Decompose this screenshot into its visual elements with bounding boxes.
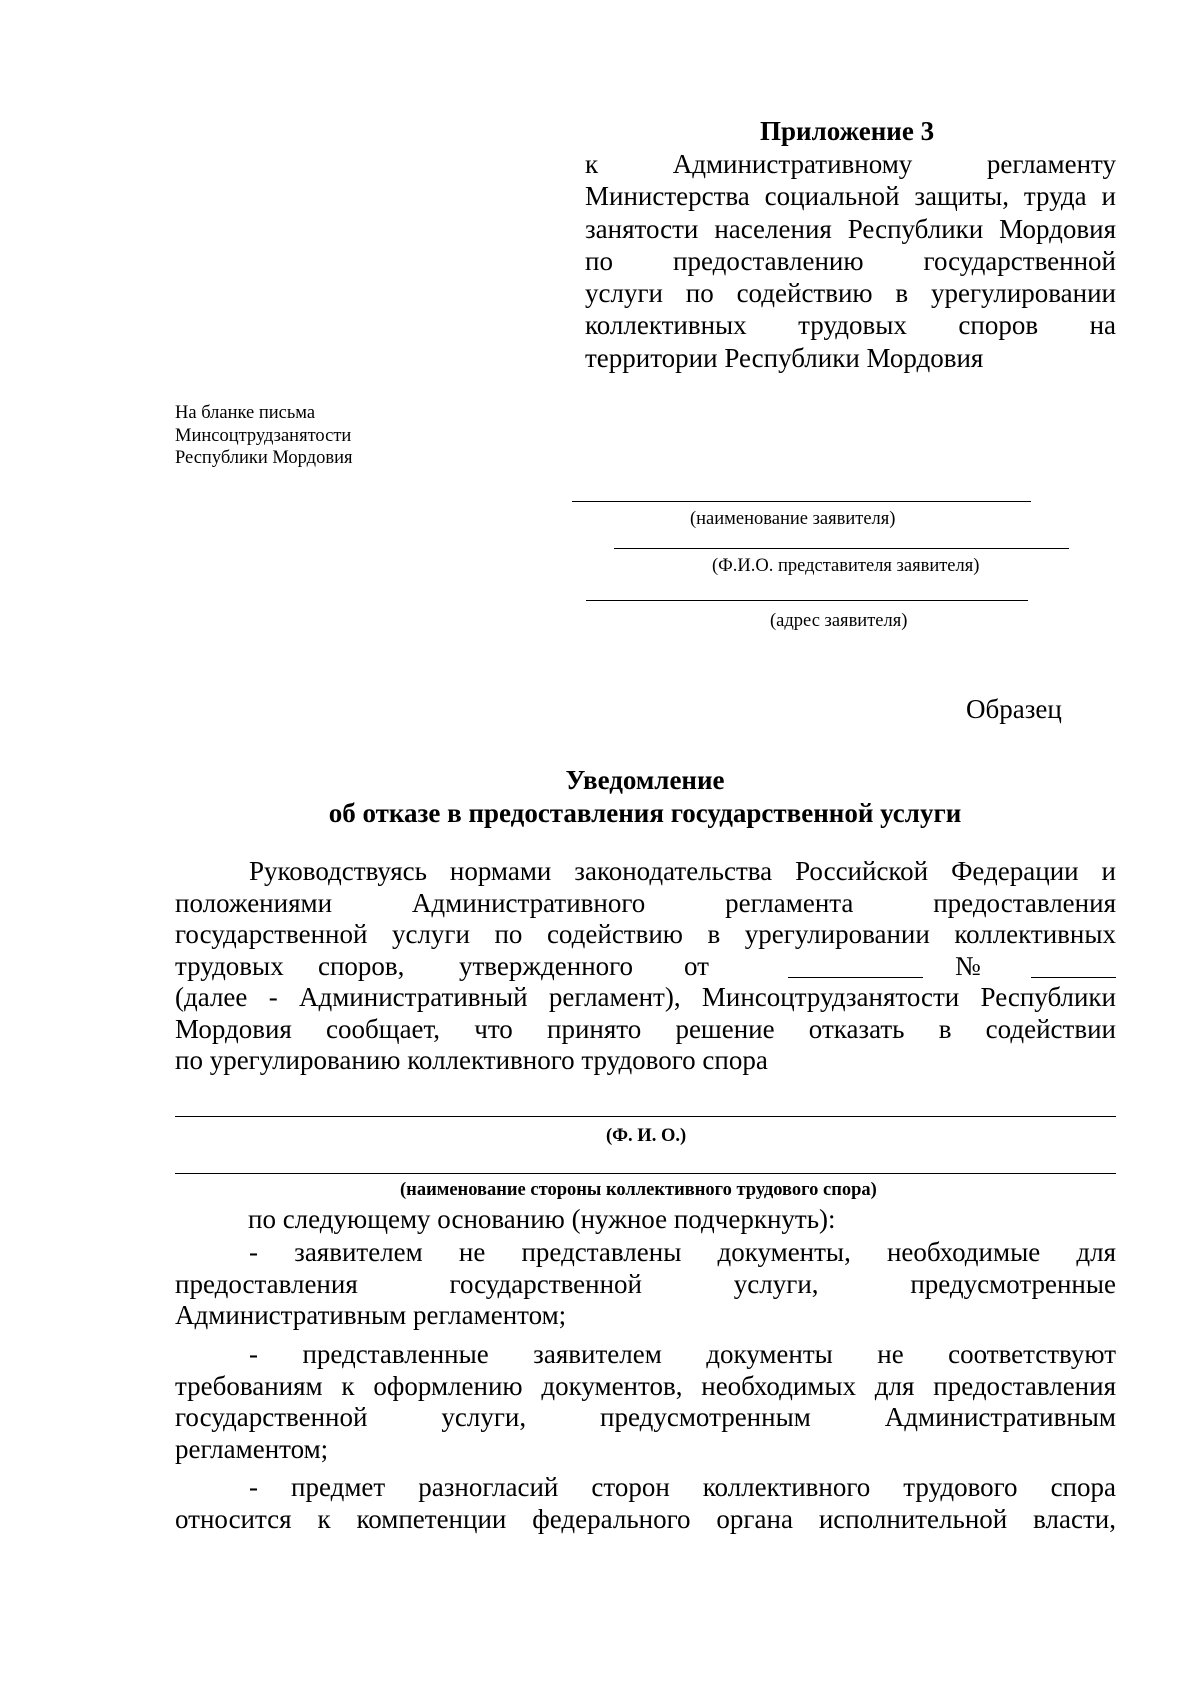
notice-body: [175, 856, 1116, 1077]
notice-title-line: об отказе в предоставления государственной услуги: [328, 798, 962, 828]
body-line: (далее - Административный регламент), Минсоцтрудзанятости Республики: [175, 982, 1116, 1012]
body-word: утвержденного: [459, 950, 634, 981]
letterhead-note-line: Республики Мордовия: [175, 448, 353, 468]
ground-line: - предмет разногласий сторон коллективного трудового спора: [249, 1472, 1116, 1502]
ground-line: - заявителем не представлены документы, необходимые для: [249, 1237, 1116, 1267]
body-word: от: [684, 950, 709, 981]
notice-title: [0, 764, 1200, 830]
body-line: положениями Административного регламента предоставления: [175, 887, 1116, 918]
annex-title: Приложение 3: [760, 116, 935, 146]
ground-line: государственной услуги, предусмотренным Административным: [175, 1402, 1116, 1432]
body-word: трудовых: [175, 950, 284, 981]
party-line: [175, 1173, 1116, 1174]
annex-line: территории Республики Мордовия: [585, 342, 984, 373]
annex-reference: [585, 148, 1116, 374]
ground-line: требованиям к оформлению документов, необходимых для предоставления: [175, 1370, 1116, 1401]
ground-item: [175, 1237, 1116, 1332]
applicant-name-line: [572, 501, 1031, 502]
ground-line: относится к компетенции федерального органа исполнительной власти,: [175, 1503, 1116, 1534]
body-line-with-blanks: [175, 951, 1116, 983]
party-caption: (наименование стороны коллективного трудового спора): [400, 1180, 877, 1200]
ground-item: [175, 1339, 1116, 1465]
body-line: по урегулированию коллективного трудового спора: [175, 1045, 768, 1075]
fio-caption: (Ф. И. О.): [606, 1126, 687, 1146]
body-line: Мордовия сообщает, что принято решение отказать в содействии: [175, 1013, 1116, 1044]
body-word: споров,: [318, 950, 405, 981]
annex-line: коллективных трудовых споров на: [585, 310, 1116, 341]
annex-line: к Административному регламенту: [585, 149, 1116, 179]
notice-title-line: Уведомление: [565, 765, 725, 795]
letterhead-note: [175, 402, 352, 470]
representative-line: [614, 548, 1069, 549]
representative-caption: (Ф.И.О. представителя заявителя): [712, 556, 980, 576]
date-blank: [788, 977, 923, 978]
address-caption: (адрес заявителя): [770, 611, 908, 631]
ground-line: Административным регламентом;: [175, 1300, 567, 1330]
fio-line: [175, 1116, 1116, 1117]
letterhead-note-line: На бланке письма: [175, 403, 316, 423]
annex-line: занятости населения Республики Мордовия: [585, 213, 1116, 244]
ground-item: [175, 1472, 1116, 1535]
annex-line: по предоставлению государственной: [585, 245, 1116, 276]
grounds-intro: по следующему основанию (нужное подчеркнуть):: [248, 1204, 836, 1234]
address-line: [586, 600, 1028, 601]
body-line: государственной услуги по содействию в урегулировании коллективных: [175, 919, 1116, 949]
number-blank: [1031, 977, 1116, 978]
ground-line: регламентом;: [175, 1433, 329, 1464]
letterhead-note-line: Минсоцтрудзанятости: [175, 425, 352, 446]
body-line: Руководствуясь нормами законодательства Российской Федерации и: [249, 856, 1116, 886]
ground-line: - представленные заявителем документы не соответствуют: [249, 1339, 1116, 1369]
sample-label: Образец: [966, 694, 1062, 724]
ground-line: предоставления государственной услуги, предусмотренные: [175, 1268, 1116, 1299]
number-sign: №: [955, 950, 981, 981]
annex-line: Министерства социальной защиты, труда и: [585, 181, 1116, 212]
applicant-name-caption: (наименование заявителя): [690, 509, 896, 529]
annex-line: услуги по содействию в урегулировании: [585, 278, 1116, 309]
